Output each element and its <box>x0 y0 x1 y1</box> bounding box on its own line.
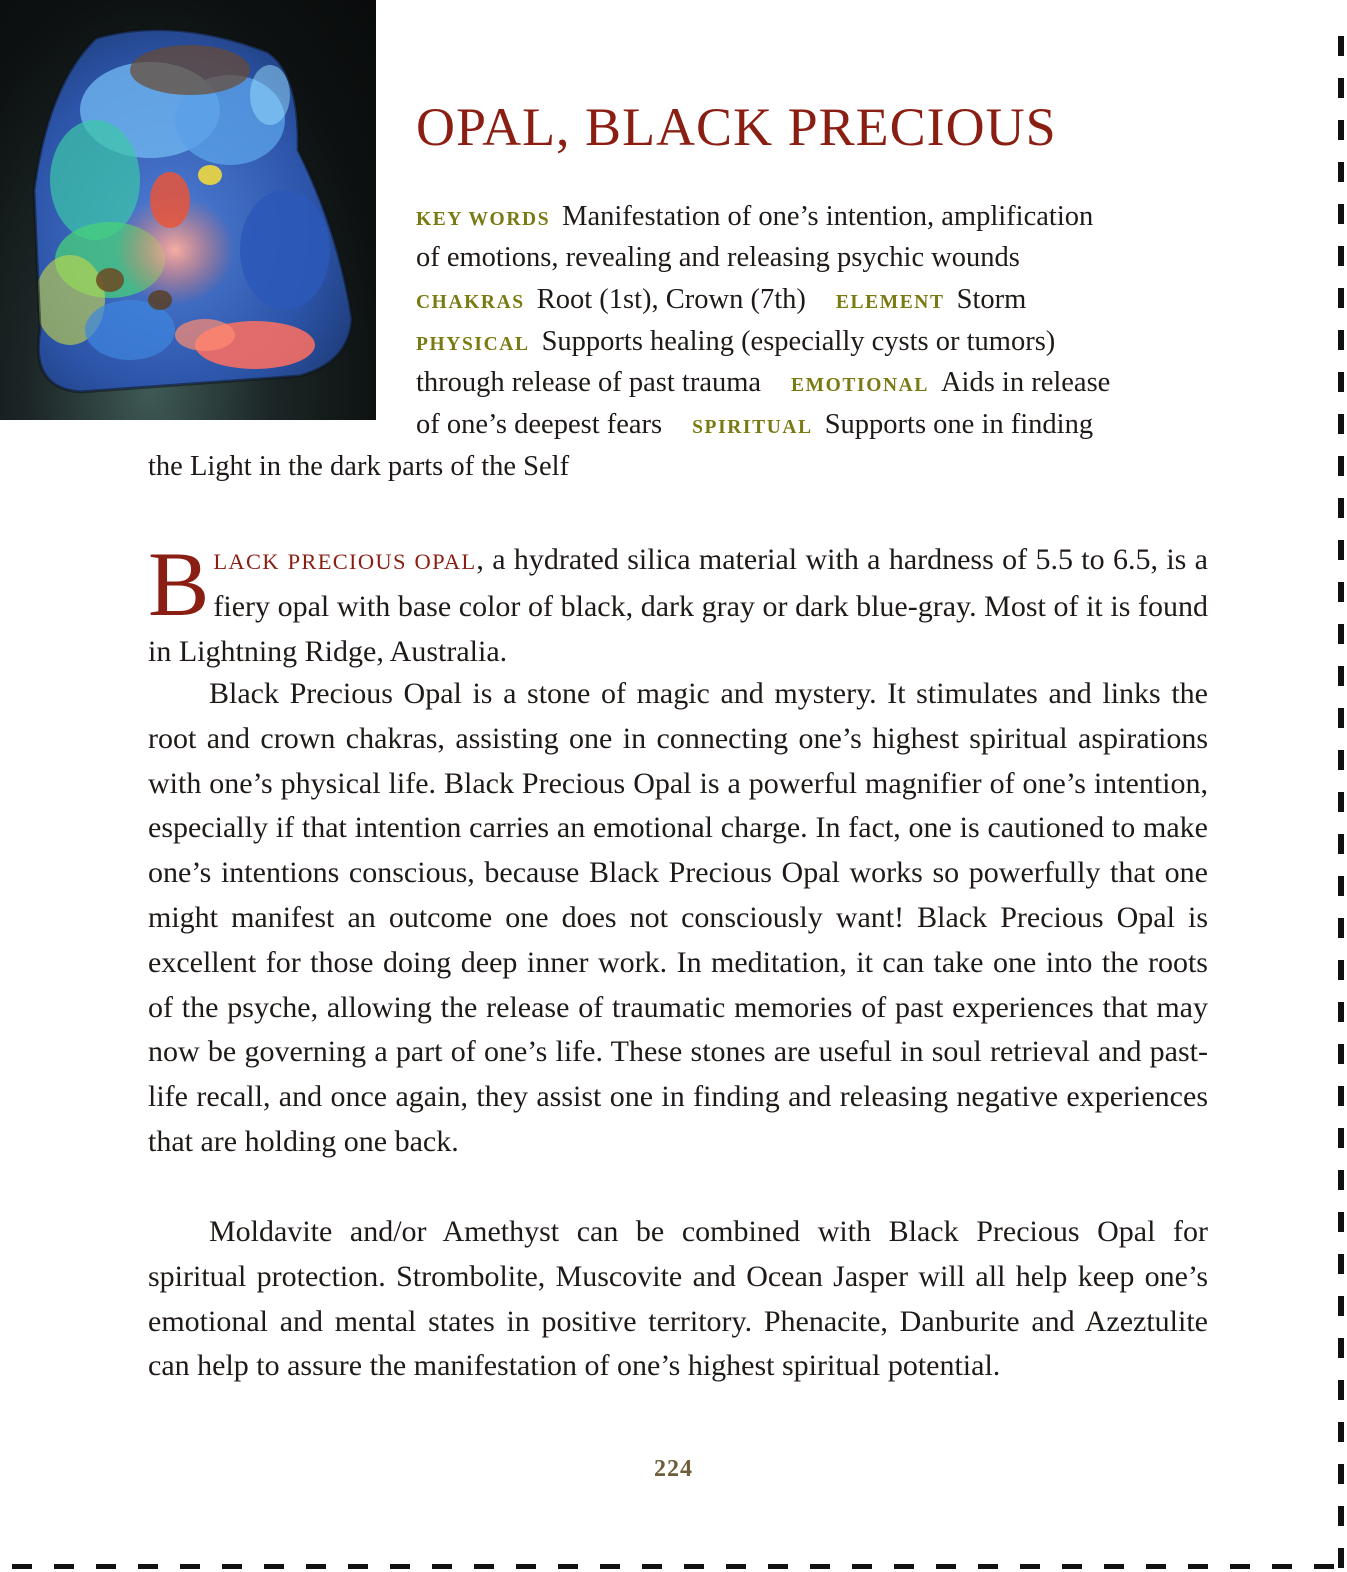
crop-mark <box>1338 1170 1344 1190</box>
crop-mark <box>1338 750 1344 770</box>
body-paragraph-1 <box>148 533 1208 674</box>
crop-mark <box>1338 1128 1344 1148</box>
crop-mark <box>1338 414 1344 434</box>
key-words-label: KEY WORDS <box>416 209 551 230</box>
crop-mark <box>390 1564 410 1569</box>
crop-mark <box>138 1564 158 1569</box>
crop-mark <box>810 1564 830 1569</box>
crop-mark <box>852 1564 872 1569</box>
opal-stone-illustration <box>0 0 376 420</box>
key-words-line-2 <box>416 237 1020 279</box>
physical-text-1: Supports healing (especially cysts or tumors) <box>541 326 1056 357</box>
chakras-label: CHAKRAS <box>416 292 525 313</box>
crop-mark <box>684 1564 704 1569</box>
crop-mark <box>1338 372 1344 392</box>
crop-mark <box>222 1564 242 1569</box>
crop-mark <box>474 1564 494 1569</box>
crop-mark <box>54 1564 74 1569</box>
key-words-line-1 <box>416 196 1093 241</box>
crop-mark <box>1338 246 1344 266</box>
crop-mark <box>1338 498 1344 518</box>
crop-mark <box>1338 288 1344 308</box>
crop-mark <box>1338 624 1344 644</box>
crop-mark <box>1338 1002 1344 1022</box>
crop-mark <box>1338 918 1344 938</box>
crop-mark <box>1338 1464 1344 1484</box>
crop-mark <box>936 1564 956 1569</box>
crop-mark <box>894 1564 914 1569</box>
crop-mark <box>348 1564 368 1569</box>
crop-mark <box>1338 792 1344 812</box>
crop-mark <box>1338 36 1344 56</box>
lead-in-smallcaps: LACK PRECIOUS OPAL <box>213 549 477 574</box>
crop-mark <box>1188 1564 1208 1569</box>
crop-mark <box>96 1564 116 1569</box>
crop-mark <box>726 1564 746 1569</box>
crop-mark <box>12 1564 32 1569</box>
crop-mark <box>1104 1564 1124 1569</box>
crop-mark <box>978 1564 998 1569</box>
chakras-element-line <box>416 279 1026 324</box>
crop-mark <box>1338 1296 1344 1316</box>
key-words-text-1: Manifestation of one’s intention, amplification <box>562 201 1094 232</box>
physical-text-2: through release of past trauma <box>416 367 762 398</box>
crop-mark <box>1338 120 1344 140</box>
physical-label: PHYSICAL <box>416 334 530 355</box>
spiritual-text-1: Supports one in finding <box>824 409 1094 440</box>
spiritual-text-2: the Light in the dark parts of the Self <box>148 451 570 482</box>
drop-cap: B <box>148 533 210 635</box>
crop-mark <box>306 1564 326 1569</box>
crop-mark <box>1338 1338 1344 1358</box>
physical-line-1 <box>416 321 1055 366</box>
crop-mark <box>432 1564 452 1569</box>
crop-mark <box>1338 330 1344 350</box>
crop-mark <box>1338 666 1344 686</box>
crop-mark <box>1146 1564 1166 1569</box>
emotional-spiritual-line <box>416 404 1093 449</box>
crop-mark <box>558 1564 578 1569</box>
page-number: 224 <box>654 1456 693 1482</box>
spiritual-line-2 <box>148 446 569 488</box>
paragraph-1-text: , a hydrated silica material with a hardness of 5.5 to 6.5, is a fiery opal with base color of black, dark gray or dark blue-gray. Most of it is found in Lightning Ridge, Australia. <box>148 543 1208 668</box>
crop-mark <box>1338 204 1344 224</box>
crop-mark <box>1338 1506 1344 1526</box>
crop-mark <box>1020 1564 1040 1569</box>
crop-mark <box>1062 1564 1082 1569</box>
crop-mark <box>1338 78 1344 98</box>
crop-mark <box>1338 1086 1344 1106</box>
body-paragraph-2: Black Precious Opal is a stone of magic and mystery. It stimulates and links the root and crown chakras, assisting one in connecting one’s highest spiritual aspirations with one’s physical life. Black Precious Opal is a powerful magnifier of one’s intention, especially if that intention carries an emotional charge. In fact, one is cautioned to make one’s intentions conscious, because Black Precious Opal works so powerfully that one might manifest an outcome one does not consciously want! Black Precious Opal is excellent for those doing deep inner work. In meditation, it can take one into the roots of the psyche, allowing the release of traumatic memories of past experiences that may now be governing a part of one’s life. These stones are useful in soul retrieval and past-life recall, and once again, they assist one in finding and releasing negative experiences that are holding one back. <box>148 677 1208 1158</box>
body-paragraph-3: Moldavite and/or Amethyst can be combined with Black Precious Opal for spiritual protection. Strombolite, Muscovite and Ocean Jasper will all help keep one’s emotional and mental states in positive territory. Phenacite, Danburite and Azeztulite can help to assure the manifestation of one’s highest spiritual potential. <box>148 1215 1208 1383</box>
physical-emotional-line <box>416 362 1110 407</box>
element-label: ELEMENT <box>835 292 945 313</box>
emotional-text-1: Aids in release <box>940 367 1111 398</box>
crop-mark <box>642 1564 662 1569</box>
entry-title: OPAL, BLACK PRECIOUS <box>416 97 1057 157</box>
crop-mark <box>1314 1564 1334 1569</box>
crop-mark <box>1338 708 1344 728</box>
crop-mark <box>264 1564 284 1569</box>
crop-mark <box>1338 540 1344 560</box>
crop-mark <box>768 1564 788 1569</box>
crop-mark <box>1338 1044 1344 1064</box>
chakras-text: Root (1st), Crown (7th) <box>536 284 806 315</box>
crop-mark <box>600 1564 620 1569</box>
element-text: Storm <box>956 284 1027 315</box>
crop-mark <box>1338 582 1344 602</box>
opal-stone-image <box>0 0 376 420</box>
crop-mark <box>1272 1564 1292 1569</box>
emotional-text-2: of one’s deepest fears <box>416 409 663 440</box>
crop-mark <box>1338 1380 1344 1400</box>
emotional-label: EMOTIONAL <box>791 375 929 396</box>
crop-mark <box>1338 1254 1344 1274</box>
crop-mark <box>1338 162 1344 182</box>
crop-mark <box>1338 876 1344 896</box>
crop-mark <box>180 1564 200 1569</box>
spiritual-label: SPIRITUAL <box>692 417 813 438</box>
crop-mark <box>1338 1422 1344 1442</box>
crop-mark <box>1338 834 1344 854</box>
crop-mark <box>1230 1564 1250 1569</box>
crop-mark <box>1338 960 1344 980</box>
key-words-text-2: of emotions, revealing and releasing psychic wounds <box>416 242 1020 273</box>
crop-marks-bottom <box>0 1556 1347 1572</box>
crop-marks-right <box>1338 0 1347 1572</box>
crop-mark <box>1338 1212 1344 1232</box>
crop-mark <box>516 1564 536 1569</box>
crop-mark <box>1338 456 1344 476</box>
